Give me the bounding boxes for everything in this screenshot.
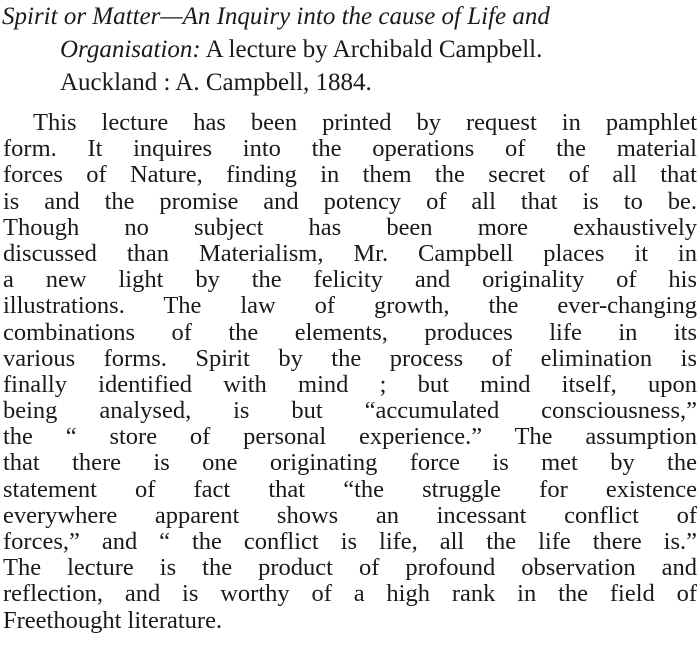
review-line: Though no subject has been more exhaustively (3, 214, 697, 241)
review-line: reflection, and is worthy of a high rank in the field of (3, 581, 697, 608)
review-line: is and the promise and potency of all that is to be. (3, 188, 697, 215)
review-line: the “ store of personal experience.” The assumption (3, 424, 697, 451)
review-paragraph (3, 110, 697, 634)
bibliographic-citation (2, 0, 698, 99)
citation-title-line-1 (2, 0, 698, 33)
citation-title-line-2 (2, 33, 698, 66)
review-line: that there is one originating force is met by the (3, 450, 697, 477)
review-line: a new light by the felicity and originality of his (3, 267, 697, 294)
review-line: Freethought literature. (3, 607, 223, 634)
review-line: various forms. Spirit by the process of elimination is (3, 345, 697, 372)
book-description: A lecture by Archibald Campbell. (200, 36, 543, 63)
review-line: statement of fact that “the struggle for existence (3, 476, 697, 503)
review-line: discussed than Materialism, Mr. Campbell places it in (3, 240, 697, 267)
book-title-part-1: Spirit or Matter—An Inquiry into the cause of Life and (2, 3, 550, 30)
review-line: everywhere apparent shows an incessant conflict of (3, 502, 697, 529)
review-line: illustrations. The law of growth, the ever-changing (3, 293, 697, 320)
publication-info: Auckland : A. Campbell, 1884. (60, 69, 372, 96)
review-line: forces,” and “ the conflict is life, all the life there is.” (3, 529, 697, 555)
review-line: finally identified with mind ; but mind itself, upon (3, 371, 697, 398)
review-line: The lecture is the product of profound observation and (3, 555, 697, 582)
review-line: form. It inquires into the operations of the material (3, 136, 697, 163)
review-line: being analysed, is but “accumulated consciousness,” (3, 398, 697, 425)
review-line: combinations of the elements, produces life in its (3, 319, 697, 346)
review-line: This lecture has been printed by request in pamphlet (33, 110, 697, 136)
book-title-part-2: Organisation: (60, 36, 201, 63)
review-line: forces of Nature, finding in them the secret of all that (3, 162, 697, 189)
